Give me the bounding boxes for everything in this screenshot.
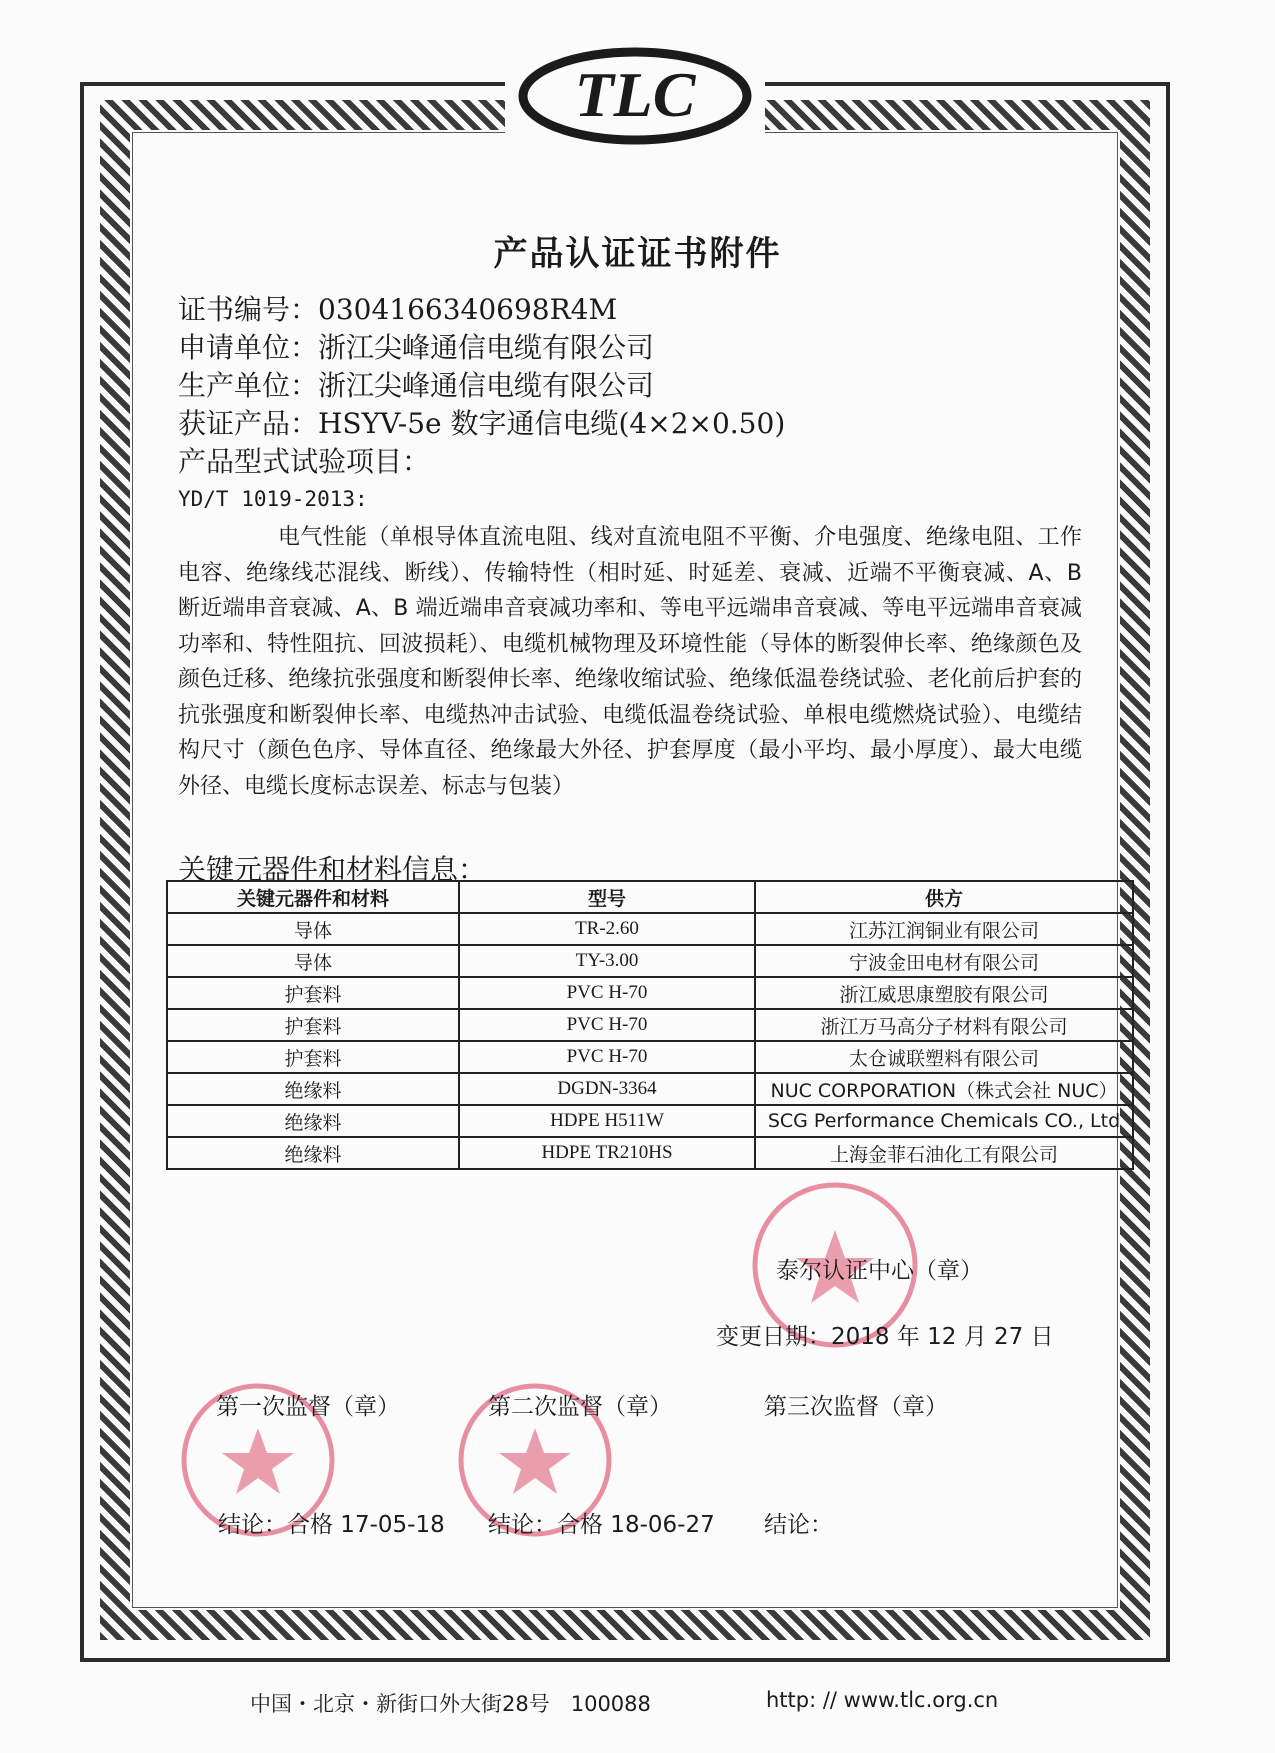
applicant-label: 申请单位： <box>178 331 319 364</box>
second-supervision-label: 第二次监督（章） <box>488 1394 672 1420</box>
cell-component: 护套料 <box>167 1041 459 1073</box>
header-model: 型号 <box>459 881 755 913</box>
cert-number-label: 证书编号： <box>178 293 319 326</box>
applicant-line <box>178 326 654 366</box>
change-date: 变更日期：2018 年 12 月 27 日 <box>716 1324 1054 1350</box>
cert-number-value: 0304166340698R4M <box>318 293 618 326</box>
table-row <box>167 945 1133 977</box>
cell-supplier: 上海金菲石油化工有限公司 <box>755 1137 1133 1169</box>
third-supervision-label: 第三次监督（章） <box>764 1394 948 1420</box>
cell-model: DGDN-3364 <box>459 1073 755 1105</box>
cell-supplier: 江苏江润铜业有限公司 <box>755 913 1133 945</box>
cell-supplier: 太仓诚联塑料有限公司 <box>755 1041 1133 1073</box>
cell-component: 绝缘料 <box>167 1137 459 1169</box>
product-label: 获证产品： <box>178 407 319 440</box>
cell-supplier: SCG Performance Chemicals CO., Ltd <box>755 1105 1133 1137</box>
second-supervision-conclusion: 结论：合格 18-06-27 <box>488 1512 715 1538</box>
first-supervision-label: 第一次监督（章） <box>216 1394 400 1420</box>
cell-component: 护套料 <box>167 1009 459 1041</box>
cell-model: TR-2.60 <box>459 913 755 945</box>
table-row <box>167 977 1133 1009</box>
tlc-logo <box>515 46 755 146</box>
cell-supplier: 浙江万马高分子材料有限公司 <box>755 1009 1133 1041</box>
footer-address: 中国・北京・新街口外大街28号 100088 <box>250 1692 651 1716</box>
cell-component: 绝缘料 <box>167 1073 459 1105</box>
logo-text: TLC <box>574 59 696 130</box>
third-supervision-conclusion: 结论： <box>764 1512 833 1538</box>
product-line <box>178 402 785 442</box>
cell-model: HDPE TR210HS <box>459 1137 755 1169</box>
components-table <box>166 880 1134 1170</box>
table-row <box>167 1041 1133 1073</box>
document-title: 产品认证证书附件 <box>493 234 782 274</box>
manufacturer-label: 生产单位： <box>178 369 319 402</box>
table-row <box>167 1073 1133 1105</box>
manufacturer-value: 浙江尖峰通信电缆有限公司 <box>318 369 655 402</box>
header-supplier: 供方 <box>755 881 1133 913</box>
cell-supplier: NUC CORPORATION（株式会社 NUC） <box>755 1073 1133 1105</box>
standard-code: YD/T 1019-2013: <box>178 487 368 511</box>
cert-number-line <box>178 288 617 328</box>
cell-component: 导体 <box>167 945 459 977</box>
test-items-line <box>178 440 430 480</box>
cell-model: PVC H-70 <box>459 977 755 1009</box>
cell-supplier: 浙江威思康塑胶有限公司 <box>755 977 1133 1009</box>
table-row <box>167 1105 1133 1137</box>
table-header-row <box>167 881 1133 913</box>
product-value: HSYV-5e 数字通信电缆(4×2×0.50) <box>318 407 786 440</box>
cell-component: 护套料 <box>167 977 459 1009</box>
test-items-description: 电气性能（单根导体直流电阻、线对直流电阻不平衡、介电强度、绝缘电阻、工作电容、绝缘线芯混线、断线）、传输特性（相时延、时延差、衰减、近端不平衡衰减、A、B 断近端串音衰减、A、B 端近端串音衰减功率和、等电平远端串音衰减、等电平远端串音衰减功率和、特性阻抗、回波损耗）、电缆机械物理及环境性能（导体的断裂伸长率、绝缘颜色及颜色迁移、绝缘抗张强度和断裂伸长率、绝缘收缩试验、绝缘低温卷绕试验、老化前后护套的抗张强度和断裂伸长率、电缆热冲击试验、电缆低温卷绕试验、单根电缆燃烧试验）、电缆结构尺寸（颜色色序、导体直径、绝缘最大外径、护套厚度（最小平均、最小厚度）、最大电缆外径、电缆长度标志误差、标志与包装） <box>178 525 1082 799</box>
cell-model: PVC H-70 <box>459 1009 755 1041</box>
cell-component: 导体 <box>167 913 459 945</box>
components-title: 关键元器件和材料信息： <box>178 853 487 886</box>
issuer-name: 泰尔认证中心（章） <box>776 1258 983 1284</box>
cell-model: PVC H-70 <box>459 1041 755 1073</box>
cell-component: 绝缘料 <box>167 1105 459 1137</box>
table-row <box>167 1137 1133 1169</box>
table-row <box>167 913 1133 945</box>
manufacturer-line <box>178 364 654 404</box>
first-supervision-conclusion: 结论：合格 17-05-18 <box>218 1512 445 1538</box>
cell-model: HDPE H511W <box>459 1105 755 1137</box>
table-row <box>167 1009 1133 1041</box>
header-component: 关键元器件和材料 <box>167 881 459 913</box>
test-items-label: 产品型式试验项目： <box>178 445 431 478</box>
applicant-value: 浙江尖峰通信电缆有限公司 <box>318 331 655 364</box>
footer-website: http: // www.tlc.org.cn <box>766 1688 999 1712</box>
cell-supplier: 宁波金田电材有限公司 <box>755 945 1133 977</box>
cell-model: TY-3.00 <box>459 945 755 977</box>
